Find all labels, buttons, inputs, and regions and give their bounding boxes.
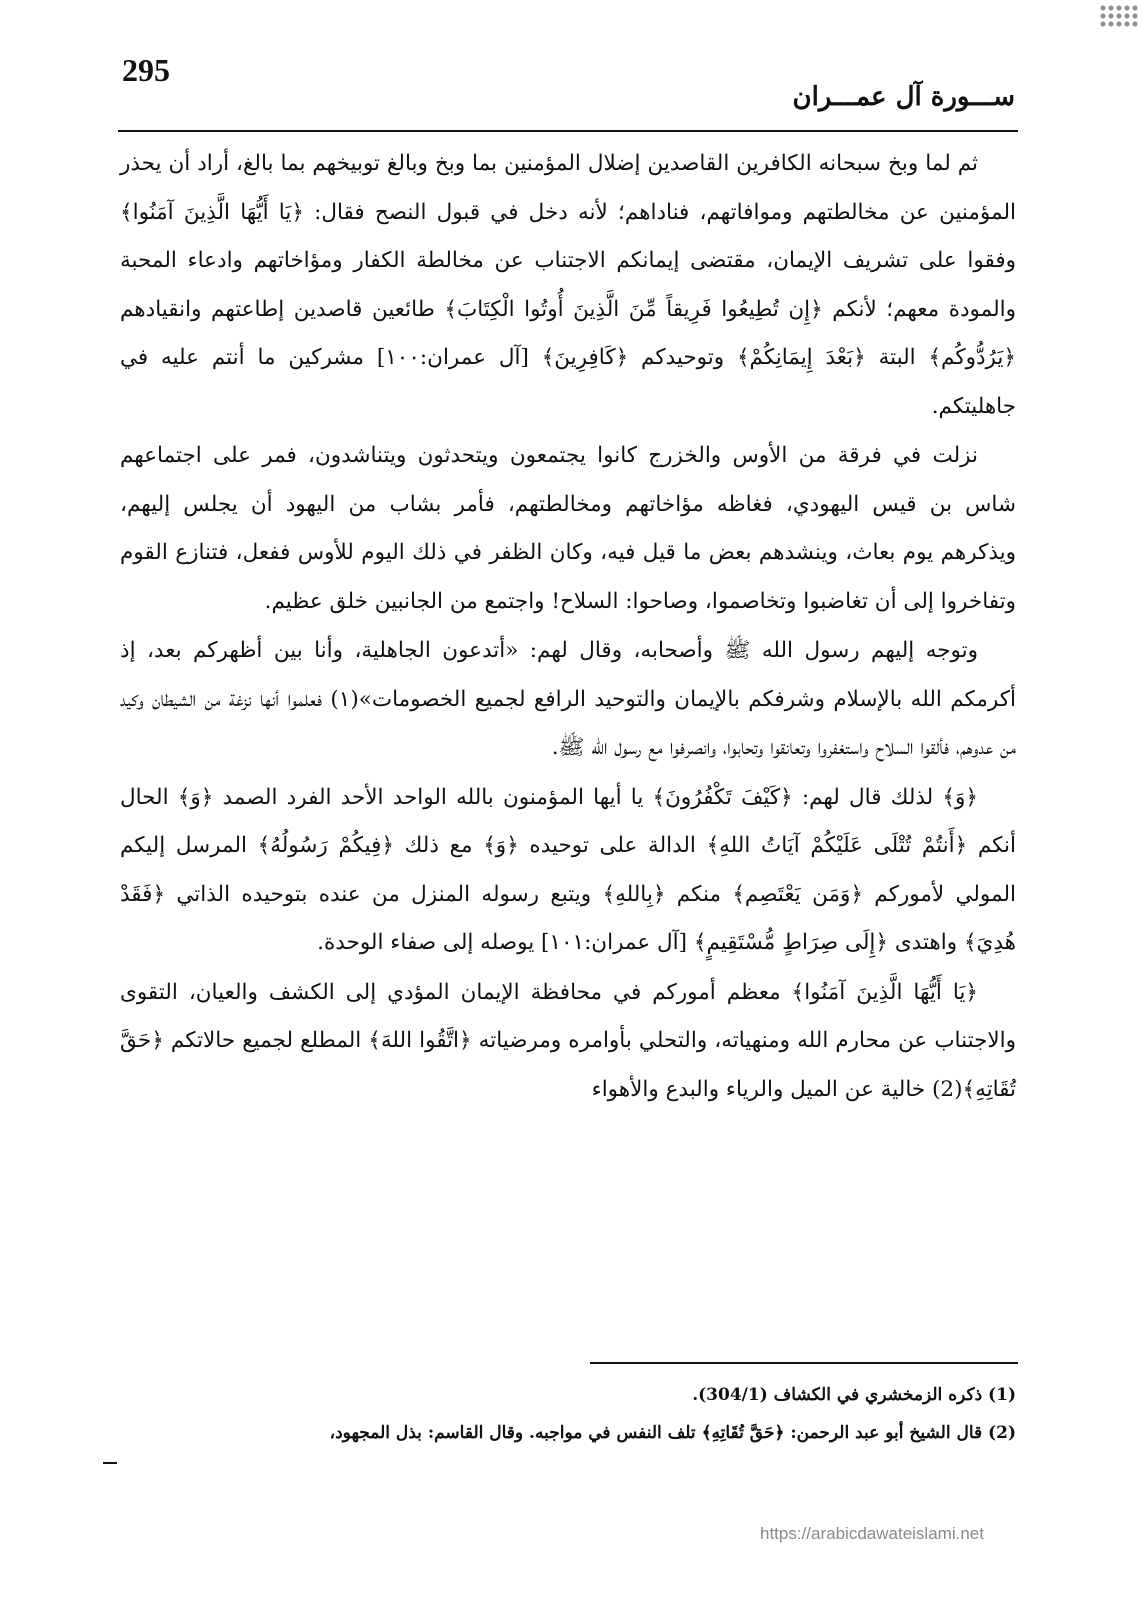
footnote-divider [590, 1362, 1018, 1364]
footnotes [120, 1376, 1016, 1452]
footnote: (2) قال الشيخ أبو عبد الرحمن: ﴿حَقَّ تُقَاتِهِ﴾ تلف النفس في مواجبه. وقال القاسم: بذل المجهود، [329, 1423, 1016, 1443]
scan-speckle [1099, 4, 1139, 28]
paragraph: وتوجه إليهم رسول الله ﷺ وأصحابه، وقال لهم: «أتدعون الجاهلية، وأنا بين أظهركم بعد، إذ أكرمكم الله بالإسلام وشرفكم بالإيمان والتوحيد الرافع لجميع الخصومات»(١) فعلموا أنها نزغة من الشيطان وكيد من عدوهم، فألقوا السلاح واستغفروا وتعانقوا وتحابوا، وانصرفوا مع رسول الله ﷺ. [120, 638, 1016, 760]
watermark-url: https://arabicdawateislami.net [760, 1524, 984, 1543]
continuation-dash [103, 1462, 117, 1464]
footnote: (1) ذكره الزمخشري في الكشاف (304/1). [692, 1385, 1016, 1405]
header-divider [118, 130, 1018, 132]
page-number: 295 [122, 52, 170, 88]
paragraph: ثم لما وبخ سبحانه الكافرين القاصدين إضلال المؤمنين بما وبخ وبالغ توبيخهم بما بالغ، أراد أن يحذر المؤمنين عن مخالطتهم وموافاتهم، فناداهم؛ لأنه دخل في قبول النصح فقال: ﴿يَا أَيُّهَا الَّذِينَ آمَنُوا﴾ وفقوا على تشريف الإيمان، مقتضى إيمانكم الاجتناب عن مخالطة الكفار ومؤاخاتهم وادعاء المحبة والمودة معهم؛ لأنكم ﴿إِن تُطِيعُوا فَرِيقاً مِّنَ الَّذِينَ أُوتُوا الْكِتَابَ﴾ طائعين قاصدين إطاعتهم وانقيادهم ﴿يَرُدُّوكُم﴾ البتة ﴿بَعْدَ إِيمَانِكُمْ﴾ وتوحيدكم ﴿كَافِرِينَ﴾ [آل عمران:١٠٠] مشركين ما أنتم عليه في جاهليتكم. [120, 151, 1016, 419]
main-text [120, 140, 1016, 1114]
paragraph: ﴿يَا أَيُّهَا الَّذِينَ آمَنُوا﴾ معظم أموركم في محافظة الإيمان المؤدي إلى الكشف والعيان، التقوى والاجتناب عن محارم الله ومنهياته، والتحلي بأوامره ومرضياته ﴿اتَّقُوا اللهَ﴾ المطلع لجميع حالاتكم ﴿حَقَّ تُقَاتِهِ﴾(2) خالية عن الميل والرياء والبدع والأهواء [120, 979, 1016, 1102]
paragraph: ﴿وَ﴾ لذلك قال لهم: ﴿كَيْفَ تَكْفُرُونَ﴾ يا أيها المؤمنون بالله الواحد الأحد الفرد الصمد ﴿وَ﴾ الحال أنكم ﴿أَنتُمْ تُتْلَى عَلَيْكُمْ آيَاتُ اللهِ﴾ الدالة على توحيده ﴿وَ﴾ مع ذلك ﴿فِيكُمْ رَسُولُهُ﴾ المرسل إليكم المولي لأموركم ﴿وَمَن يَعْتَصِم﴾ منكم ﴿بِاللهِ﴾ ويتبع رسوله المنزل من عنده بتوحيده الذاتي ﴿فَقَدْ هُدِيَ﴾ واهتدى ﴿إِلَى صِرَاطٍ مُّسْتَقِيمٍ﴾ [آل عمران:١٠١] يوصله إلى صفاء الوحدة. [120, 784, 1016, 955]
paragraph: نزلت في فرقة من الأوس والخزرج كانوا يجتمعون ويتحدثون ويتناشدون، فمر على اجتماعهم شاس بن قيس اليهودي، فغاظه مؤاخاتهم ومخالطتهم، فأمر بشاب من اليهود أن يجلس إليهم، ويذكرهم يوم بعاث، وينشدهم بعض ما قيل فيه، وكان الظفر في ذلك اليوم للأوس ففعل، فتنازع القوم وتفاخروا إلى أن تغاضبوا وتخاصموا، وصاحوا: السلاح! واجتمع من الجانبين خلق عظيم. [120, 443, 1016, 614]
surah-title: ســـورة آل عمـــران [792, 82, 1015, 112]
